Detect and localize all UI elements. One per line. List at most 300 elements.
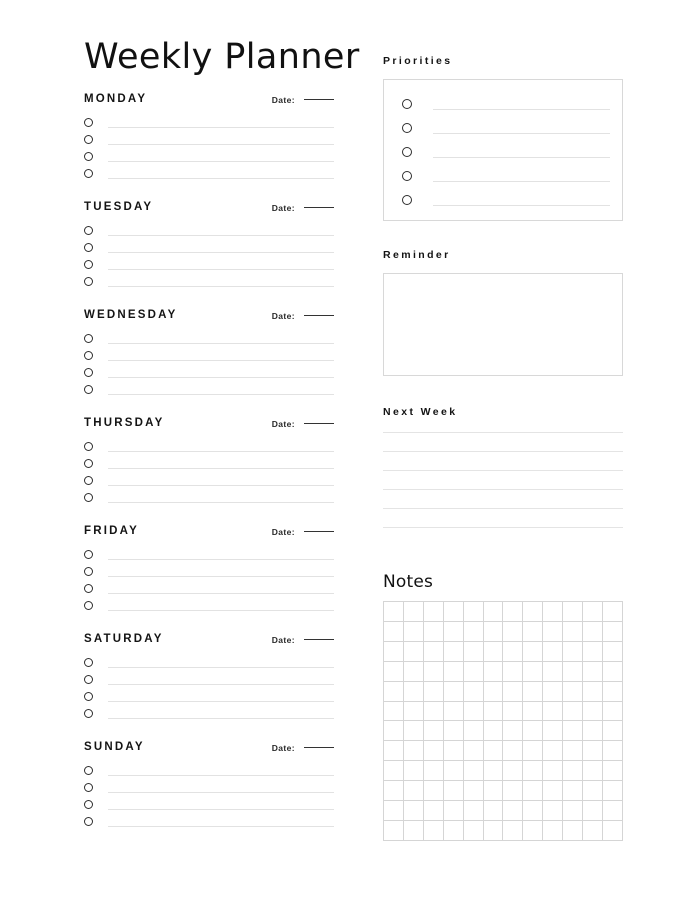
day-name-label: FRIDAY — [84, 524, 139, 537]
circle-checkbox-icon[interactable] — [84, 692, 93, 701]
sections-column — [383, 55, 623, 841]
notes-grid-cell — [583, 781, 603, 801]
date-label: Date: — [271, 202, 295, 213]
day-name-label: SUNDAY — [84, 740, 145, 753]
notes-grid-cell — [484, 602, 504, 622]
notes-grid-cell — [424, 702, 444, 722]
task-row[interactable] — [84, 814, 334, 831]
task-row[interactable] — [84, 166, 334, 183]
day-name-label: THURSDAY — [84, 416, 165, 429]
task-write-line — [108, 360, 334, 361]
notes-grid-cell — [583, 801, 603, 821]
notes-grid-cell — [543, 622, 563, 642]
day-header — [84, 633, 334, 650]
notes-grid-cell — [464, 622, 484, 642]
task-row[interactable] — [84, 115, 334, 132]
notes-grid-cell — [563, 721, 583, 741]
notes-grid-cell — [523, 682, 543, 702]
task-row[interactable] — [84, 331, 334, 348]
notes-grid-cell — [563, 781, 583, 801]
task-list — [84, 547, 334, 615]
priority-write-line — [433, 133, 610, 134]
notes-grid-cell — [603, 741, 623, 761]
notes-grid-cell — [563, 662, 583, 682]
task-write-line — [108, 377, 334, 378]
next-week-section — [383, 406, 623, 528]
notes-grid-cell — [464, 702, 484, 722]
priorities-box[interactable] — [383, 79, 623, 221]
task-list — [84, 115, 334, 183]
priority-row[interactable] — [402, 120, 612, 144]
task-write-line — [108, 792, 334, 793]
next-week-write-line — [383, 527, 623, 528]
day-header — [84, 93, 334, 110]
circle-checkbox-icon[interactable] — [84, 800, 93, 809]
notes-grid-cell — [424, 662, 444, 682]
notes-grid-cell — [424, 622, 444, 642]
notes-grid-cell — [603, 761, 623, 781]
circle-checkbox-icon[interactable] — [84, 152, 93, 161]
notes-grid-cell — [384, 761, 404, 781]
task-write-line — [108, 468, 334, 469]
task-write-line — [108, 809, 334, 810]
notes-grid-cell — [603, 801, 623, 821]
day-header — [84, 201, 334, 218]
notes-grid-cell — [543, 662, 563, 682]
reminder-box[interactable] — [383, 273, 623, 376]
notes-grid-cell — [444, 662, 464, 682]
notes-grid-cell — [384, 801, 404, 821]
notes-grid-cell — [484, 741, 504, 761]
notes-grid-cell — [424, 602, 444, 622]
circle-checkbox-icon[interactable] — [84, 334, 93, 343]
reminder-section — [383, 249, 623, 376]
notes-grid-cell — [404, 721, 424, 741]
notes-grid-cell — [444, 821, 464, 841]
task-write-line — [108, 252, 334, 253]
circle-checkbox-icon[interactable] — [84, 385, 93, 394]
notes-grid-cell — [464, 602, 484, 622]
task-write-line — [108, 718, 334, 719]
task-list — [84, 331, 334, 399]
circle-checkbox-icon[interactable] — [84, 243, 93, 252]
date-input-rule[interactable] — [304, 315, 334, 316]
notes-grid-cell — [503, 721, 523, 741]
next-week-heading: Next Week — [383, 406, 458, 418]
circle-checkbox-icon[interactable] — [84, 476, 93, 485]
day-block-tuesday — [84, 201, 334, 291]
circle-checkbox-icon[interactable] — [84, 817, 93, 826]
date-input-rule[interactable] — [304, 747, 334, 748]
notes-grid-cell — [563, 761, 583, 781]
notes-grid-cell — [384, 682, 404, 702]
notes-grid-cell — [384, 622, 404, 642]
task-write-line — [108, 559, 334, 560]
task-row[interactable] — [84, 780, 334, 797]
circle-checkbox-icon[interactable] — [84, 658, 93, 667]
priority-write-line — [433, 109, 610, 110]
date-group — [272, 203, 334, 213]
task-write-line — [108, 610, 334, 611]
task-write-line — [108, 576, 334, 577]
task-row[interactable] — [84, 706, 334, 723]
circle-checkbox-icon[interactable] — [402, 171, 412, 181]
notes-grid-cell — [424, 801, 444, 821]
notes-grid-cell — [523, 821, 543, 841]
notes-grid-cell — [384, 781, 404, 801]
date-group — [272, 743, 334, 753]
notes-grid-cell — [523, 721, 543, 741]
task-write-line — [108, 394, 334, 395]
task-write-line — [108, 701, 334, 702]
date-label: Date: — [271, 742, 295, 753]
notes-grid-cell — [424, 642, 444, 662]
notes-grid-cell — [464, 761, 484, 781]
next-week-write-line — [383, 489, 623, 490]
notes-grid-cell — [563, 801, 583, 821]
date-label: Date: — [271, 418, 295, 429]
notes-grid-cell — [503, 801, 523, 821]
circle-checkbox-icon[interactable] — [402, 99, 412, 109]
day-header — [84, 741, 334, 758]
day-name-label: WEDNESDAY — [84, 308, 178, 321]
notes-grid-cell — [583, 682, 603, 702]
notes-grid-cell — [563, 741, 583, 761]
notes-grid-cell — [484, 662, 504, 682]
notes-grid-cell — [444, 741, 464, 761]
circle-checkbox-icon[interactable] — [84, 766, 93, 775]
notes-grid-cell — [424, 761, 444, 781]
day-name-label: TUESDAY — [84, 200, 154, 213]
task-row[interactable] — [84, 581, 334, 598]
next-week-lines[interactable] — [383, 430, 623, 528]
notes-grid-cell — [404, 781, 424, 801]
notes-grid-cell — [404, 761, 424, 781]
notes-grid-cell — [543, 721, 563, 741]
task-row[interactable] — [84, 348, 334, 365]
notes-grid-cell — [503, 682, 523, 702]
notes-grid-cell — [484, 642, 504, 662]
notes-grid-cell — [424, 741, 444, 761]
notes-grid-cell — [503, 662, 523, 682]
task-list — [84, 439, 334, 507]
notes-grid-cell — [444, 761, 464, 781]
circle-checkbox-icon[interactable] — [84, 459, 93, 468]
date-input-rule[interactable] — [304, 639, 334, 640]
task-row[interactable] — [84, 598, 334, 615]
page-title: Weekly Planner — [84, 37, 360, 77]
task-row[interactable] — [84, 689, 334, 706]
circle-checkbox-icon[interactable] — [84, 260, 93, 269]
task-row[interactable] — [84, 473, 334, 490]
notes-grid-cell — [603, 682, 623, 702]
day-block-friday — [84, 525, 334, 615]
notes-grid-cell — [583, 702, 603, 722]
section-spacer — [383, 376, 623, 406]
day-block-thursday — [84, 417, 334, 507]
task-write-line — [108, 286, 334, 287]
date-input-rule[interactable] — [304, 207, 334, 208]
notes-grid-cell — [543, 761, 563, 781]
task-write-line — [108, 684, 334, 685]
notes-grid[interactable] — [383, 601, 623, 841]
day-block-monday — [84, 93, 334, 183]
task-write-line — [108, 593, 334, 594]
notes-grid-cell — [503, 702, 523, 722]
day-name-label: SATURDAY — [84, 632, 164, 645]
task-row[interactable] — [84, 223, 334, 240]
task-write-line — [108, 269, 334, 270]
date-label: Date: — [271, 634, 295, 645]
notes-grid-cell — [484, 702, 504, 722]
date-label: Date: — [271, 94, 295, 105]
notes-grid-cell — [384, 662, 404, 682]
notes-grid-cell — [603, 662, 623, 682]
notes-grid-cell — [444, 622, 464, 642]
notes-grid-cell — [503, 761, 523, 781]
date-group — [272, 527, 334, 537]
notes-grid-cell — [404, 642, 424, 662]
section-spacer — [383, 221, 623, 249]
notes-grid-cell — [523, 602, 543, 622]
notes-grid-cell — [523, 761, 543, 781]
circle-checkbox-icon[interactable] — [84, 135, 93, 144]
circle-checkbox-icon[interactable] — [84, 567, 93, 576]
notes-grid-cell — [444, 682, 464, 702]
circle-checkbox-icon[interactable] — [84, 368, 93, 377]
notes-grid-cell — [464, 721, 484, 741]
task-row[interactable] — [84, 439, 334, 456]
notes-grid-cell — [543, 682, 563, 702]
task-write-line — [108, 826, 334, 827]
circle-checkbox-icon[interactable] — [84, 601, 93, 610]
task-write-line — [108, 451, 334, 452]
circle-checkbox-icon[interactable] — [84, 277, 93, 286]
section-spacer — [383, 546, 623, 572]
task-write-line — [108, 775, 334, 776]
circle-checkbox-icon[interactable] — [84, 584, 93, 593]
task-row[interactable] — [84, 672, 334, 689]
task-row[interactable] — [84, 655, 334, 672]
notes-grid-cell — [484, 761, 504, 781]
notes-grid-cell — [543, 702, 563, 722]
date-group — [272, 419, 334, 429]
notes-grid-cell — [523, 801, 543, 821]
circle-checkbox-icon[interactable] — [84, 783, 93, 792]
notes-grid-cell — [543, 781, 563, 801]
task-list — [84, 655, 334, 723]
notes-grid-cell — [543, 821, 563, 841]
circle-checkbox-icon[interactable] — [84, 118, 93, 127]
notes-grid-cell — [563, 622, 583, 642]
circle-checkbox-icon[interactable] — [402, 123, 412, 133]
date-label: Date: — [271, 310, 295, 321]
circle-checkbox-icon[interactable] — [84, 675, 93, 684]
task-row[interactable] — [84, 240, 334, 257]
date-group — [272, 95, 334, 105]
notes-grid-cell — [583, 821, 603, 841]
notes-grid-cell — [583, 622, 603, 642]
date-input-rule[interactable] — [304, 423, 334, 424]
notes-grid-cell — [503, 642, 523, 662]
notes-grid-cell — [563, 682, 583, 702]
reminder-heading: Reminder — [383, 249, 451, 261]
notes-grid-cell — [464, 781, 484, 801]
notes-grid-cell — [484, 622, 504, 642]
notes-grid-cell — [404, 622, 424, 642]
day-block-wednesday — [84, 309, 334, 399]
notes-grid-cell — [603, 702, 623, 722]
date-label: Date: — [271, 526, 295, 537]
day-header — [84, 525, 334, 542]
notes-grid-cell — [384, 702, 404, 722]
notes-grid-cell — [444, 702, 464, 722]
notes-grid-cell — [603, 781, 623, 801]
notes-heading: Notes — [383, 572, 434, 592]
next-week-write-line — [383, 470, 623, 471]
notes-grid-cell — [583, 741, 603, 761]
notes-section — [383, 572, 623, 841]
day-block-sunday — [84, 741, 334, 831]
task-row[interactable] — [84, 257, 334, 274]
priorities-heading: Priorities — [383, 55, 453, 67]
notes-grid-cell — [563, 602, 583, 622]
task-row[interactable] — [84, 490, 334, 507]
circle-checkbox-icon[interactable] — [402, 147, 412, 157]
notes-grid-cell — [583, 642, 603, 662]
circle-checkbox-icon[interactable] — [84, 169, 93, 178]
priority-write-line — [433, 181, 610, 182]
task-write-line — [108, 178, 334, 179]
date-input-rule[interactable] — [304, 531, 334, 532]
task-write-line — [108, 127, 334, 128]
task-write-line — [108, 485, 334, 486]
notes-grid-cell — [563, 702, 583, 722]
notes-grid-cell — [563, 821, 583, 841]
task-list — [84, 763, 334, 831]
task-row[interactable] — [84, 763, 334, 780]
notes-grid-cell — [384, 602, 404, 622]
task-list — [84, 223, 334, 291]
notes-grid-cell — [543, 741, 563, 761]
priority-row[interactable] — [402, 96, 612, 120]
date-group — [272, 635, 334, 645]
task-write-line — [108, 144, 334, 145]
notes-grid-cell — [583, 761, 603, 781]
circle-checkbox-icon[interactable] — [84, 226, 93, 235]
notes-grid-cell — [484, 682, 504, 702]
notes-grid-cell — [444, 801, 464, 821]
notes-grid-cell — [603, 622, 623, 642]
notes-grid-cell — [464, 642, 484, 662]
notes-grid-cell — [404, 702, 424, 722]
priority-row[interactable] — [402, 144, 612, 168]
priority-row[interactable] — [402, 192, 612, 216]
notes-grid-cell — [444, 642, 464, 662]
notes-grid-cell — [583, 602, 603, 622]
task-row[interactable] — [84, 365, 334, 382]
notes-grid-cell — [583, 721, 603, 741]
notes-grid-cell — [384, 821, 404, 841]
notes-grid-cell — [503, 622, 523, 642]
priority-row[interactable] — [402, 168, 612, 192]
notes-grid-cell — [523, 702, 543, 722]
notes-grid-cell — [543, 602, 563, 622]
notes-grid-cell — [384, 741, 404, 761]
notes-grid-cell — [464, 741, 484, 761]
notes-grid-cell — [563, 642, 583, 662]
task-write-line — [108, 667, 334, 668]
notes-grid-cell — [523, 781, 543, 801]
task-row[interactable] — [84, 456, 334, 473]
notes-grid-cell — [523, 642, 543, 662]
notes-grid-cell — [603, 642, 623, 662]
notes-grid-cell — [424, 721, 444, 741]
notes-grid-cell — [603, 821, 623, 841]
circle-checkbox-icon[interactable] — [84, 442, 93, 451]
notes-grid-cell — [484, 821, 504, 841]
priority-write-line — [433, 157, 610, 158]
notes-grid-cell — [444, 781, 464, 801]
priorities-section — [383, 55, 623, 221]
notes-grid-cell — [523, 741, 543, 761]
notes-grid-cell — [444, 602, 464, 622]
task-write-line — [108, 502, 334, 503]
date-input-rule[interactable] — [304, 99, 334, 100]
notes-grid-cell — [444, 721, 464, 741]
date-group — [272, 311, 334, 321]
circle-checkbox-icon[interactable] — [402, 195, 412, 205]
circle-checkbox-icon[interactable] — [84, 709, 93, 718]
notes-grid-cell — [464, 801, 484, 821]
task-write-line — [108, 343, 334, 344]
notes-grid-cell — [424, 821, 444, 841]
notes-grid-cell — [583, 662, 603, 682]
notes-grid-cell — [603, 602, 623, 622]
circle-checkbox-icon[interactable] — [84, 493, 93, 502]
task-row[interactable] — [84, 132, 334, 149]
next-week-write-line — [383, 508, 623, 509]
notes-grid-cell — [404, 801, 424, 821]
notes-grid-cell — [484, 801, 504, 821]
notes-grid-cell — [503, 821, 523, 841]
notes-grid-cell — [404, 682, 424, 702]
notes-grid-cell — [484, 721, 504, 741]
task-row[interactable] — [84, 564, 334, 581]
notes-grid-cell — [543, 642, 563, 662]
task-row[interactable] — [84, 274, 334, 291]
notes-grid-cell — [404, 821, 424, 841]
notes-grid-cell — [404, 602, 424, 622]
notes-grid-cell — [464, 662, 484, 682]
task-row[interactable] — [84, 382, 334, 399]
notes-grid-cell — [503, 602, 523, 622]
notes-grid-cell — [424, 682, 444, 702]
circle-checkbox-icon[interactable] — [84, 550, 93, 559]
notes-grid-cell — [424, 781, 444, 801]
notes-grid-cell — [404, 662, 424, 682]
day-header — [84, 309, 334, 326]
days-column — [84, 37, 360, 849]
circle-checkbox-icon[interactable] — [84, 351, 93, 360]
task-row[interactable] — [84, 149, 334, 166]
notes-grid-cell — [543, 801, 563, 821]
task-row[interactable] — [84, 797, 334, 814]
notes-grid-cell — [384, 721, 404, 741]
task-row[interactable] — [84, 547, 334, 564]
notes-grid-cell — [464, 682, 484, 702]
notes-grid-cell — [523, 662, 543, 682]
